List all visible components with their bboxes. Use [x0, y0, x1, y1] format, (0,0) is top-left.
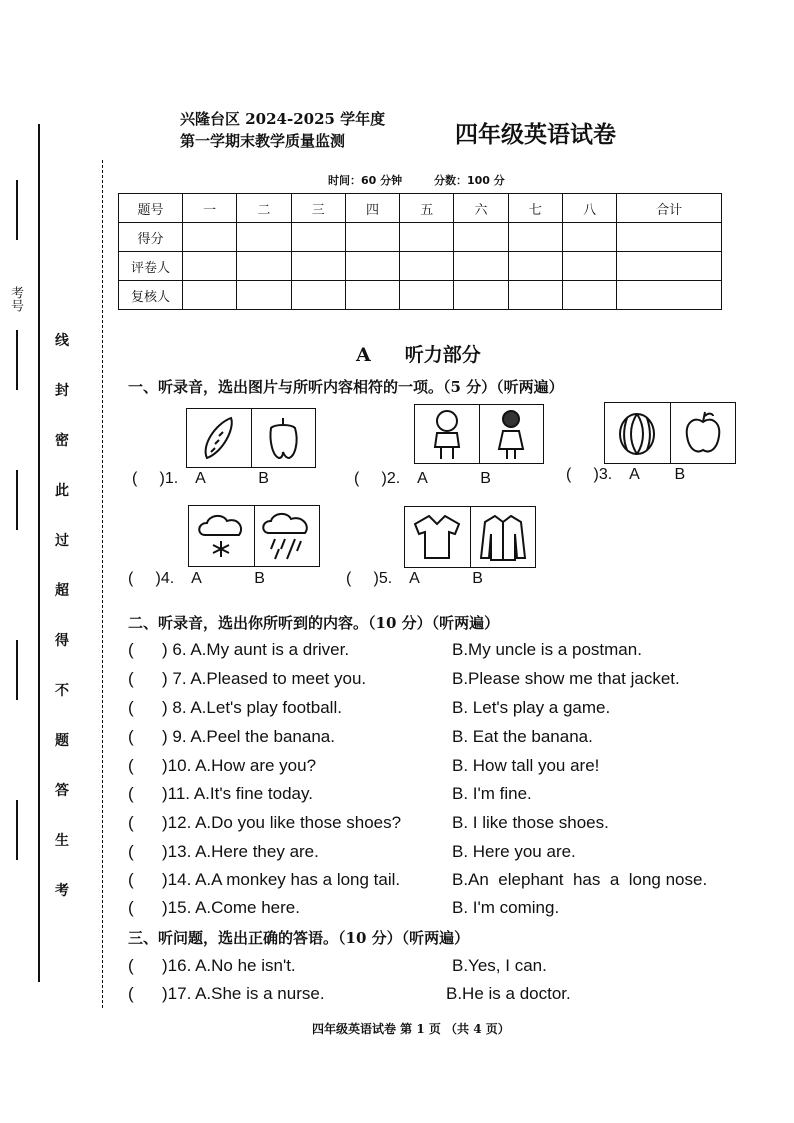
score-cell[interactable] [345, 223, 399, 252]
table-header-cell: 七 [508, 194, 562, 223]
section-title: 听力部分 [404, 344, 481, 366]
score-cell[interactable] [617, 223, 722, 252]
score-cell[interactable] [508, 281, 562, 310]
table-row [119, 194, 722, 223]
field-underline [16, 640, 18, 700]
snow-cloud-icon [189, 506, 255, 566]
score-cell[interactable] [454, 281, 508, 310]
district-year: 兴隆台区 2024-2025 学年度 [180, 110, 386, 128]
option-b[interactable]: B.Please show me that jacket. [452, 669, 680, 688]
list-item[interactable]: ( )11. A.It's fine today. [128, 784, 313, 803]
seal-char: 答 [55, 783, 69, 799]
list-item[interactable]: ( ) 7. A.Pleased to meet you. [128, 669, 367, 688]
table-header-cell: 题号 [119, 194, 183, 223]
cucumber-icon [187, 409, 252, 467]
part2-heading: 二、听录音，选出你所听到的内容。（10 分）（听两遍） [128, 614, 500, 632]
picture-pair-3 [604, 402, 736, 464]
list-item[interactable]: ( )13. A.Here they are. [128, 842, 319, 861]
field-underline [16, 330, 18, 390]
part3-heading: 三、听问题，选出正确的答语。（10 分）（听两遍） [128, 929, 470, 947]
table-row [119, 223, 722, 252]
seal-warning-text [52, 330, 72, 900]
option-b[interactable]: B. I like those shoes. [452, 813, 609, 832]
seal-char: 题 [55, 733, 69, 749]
part1-question-5[interactable]: ( )5. A B [346, 570, 483, 587]
picture-pair-5 [404, 506, 536, 568]
field-underline [16, 470, 18, 530]
table-row-label: 评卷人 [119, 252, 183, 281]
list-item[interactable]: ( ) 9. A.Peel the banana. [128, 727, 335, 746]
part1-heading: 一、听录音，选出图片与所听内容相符的一项。（5 分）（听两遍） [128, 378, 564, 396]
list-item[interactable]: ( )16. A.No he isn't. [128, 956, 296, 975]
picture-pair-4 [188, 505, 320, 567]
option-b[interactable]: B.He is a doctor. [446, 984, 571, 1003]
seal-char: 考 [55, 883, 69, 899]
option-b[interactable]: B. I'm coming. [452, 898, 560, 917]
score-cell[interactable] [617, 281, 722, 310]
score-cell[interactable] [345, 252, 399, 281]
score-cell[interactable] [291, 281, 345, 310]
part1-question-2[interactable]: ( )2. A B [354, 470, 491, 487]
option-a: )13. A.Here they are. [162, 842, 319, 861]
score-cell[interactable] [400, 252, 454, 281]
option-a: )17. A.She is a nurse. [162, 984, 325, 1003]
table-header-cell: 八 [562, 194, 616, 223]
table-header-cell: 一 [183, 194, 237, 223]
exam-header [180, 108, 385, 152]
list-item[interactable]: ( )12. A.Do you like those shoes? [128, 813, 402, 832]
option-b[interactable]: B. Here you are. [452, 842, 576, 861]
list-item[interactable]: ( ) 8. A.Let's play football. [128, 698, 342, 717]
list-item[interactable]: ( )17. A.She is a nurse. [128, 984, 325, 1003]
rain-cloud-icon [255, 506, 320, 566]
score-cell[interactable] [291, 223, 345, 252]
score-cell[interactable] [291, 252, 345, 281]
part1-question-3[interactable]: ( )3. A B [566, 466, 686, 483]
pepper-icon [252, 409, 316, 467]
table-header-cell: 三 [291, 194, 345, 223]
boy-icon [415, 405, 480, 463]
seal-char: 超 [55, 583, 69, 599]
table-header-cell: 二 [237, 194, 291, 223]
score-cell[interactable] [454, 223, 508, 252]
seal-char: 此 [55, 483, 69, 499]
score-cell[interactable] [562, 281, 616, 310]
score-cell[interactable] [345, 281, 399, 310]
score-cell[interactable] [237, 252, 291, 281]
section-letter: A [356, 344, 371, 366]
exam-number-label: 考号 [8, 286, 23, 312]
table-row-label: 复核人 [119, 281, 183, 310]
score-cell[interactable] [454, 252, 508, 281]
picture-pair-1 [186, 408, 316, 468]
seal-char: 封 [55, 383, 69, 399]
option-a: ) 9. A.Peel the banana. [162, 727, 335, 746]
girl-icon [480, 405, 544, 463]
option-a: )15. A.Come here. [162, 898, 300, 917]
option-b[interactable]: B.An elephant has a long nose. [452, 870, 708, 889]
exam-time: 时间：60 分钟 [328, 174, 403, 187]
field-underline [16, 180, 18, 240]
table-header-cell: 六 [454, 194, 508, 223]
list-item[interactable]: ( )14. A.A monkey has a long tail. [128, 870, 401, 889]
seal-char: 不 [55, 683, 69, 699]
table-header-cell: 合计 [617, 194, 722, 223]
table-header-cell: 四 [345, 194, 399, 223]
score-cell[interactable] [562, 223, 616, 252]
option-a: )14. A.A monkey has a long tail. [162, 870, 401, 889]
exam-name: 第一学期末教学质量监测 [180, 132, 346, 150]
binding-line [38, 124, 40, 982]
seal-char: 线 [55, 333, 69, 349]
option-a: )16. A.No he isn't. [162, 956, 296, 975]
option-b[interactable]: B.Yes, I can. [452, 956, 547, 975]
page-footer: 四年级英语试卷 第 1 页 （共 4 页） [312, 1022, 510, 1036]
score-cell[interactable] [183, 281, 237, 310]
score-cell[interactable] [400, 281, 454, 310]
option-a: )12. A.Do you like those shoes? [162, 813, 402, 832]
option-a: ) 8. A.Let's play football. [162, 698, 342, 717]
list-item[interactable]: ( ) 6. A.My aunt is a driver. [128, 640, 350, 659]
score-cell[interactable] [237, 281, 291, 310]
table-row [119, 252, 722, 281]
option-b[interactable]: B. How tall you are! [452, 756, 600, 775]
table-header-cell: 五 [400, 194, 454, 223]
section-a-heading [356, 340, 515, 367]
table-row [119, 281, 722, 310]
option-a: ) 7. A.Pleased to meet you. [162, 669, 367, 688]
option-a: )11. A.It's fine today. [162, 784, 313, 803]
part1-question-4[interactable]: ( )4. A B [128, 570, 265, 587]
score-cell[interactable] [400, 223, 454, 252]
list-item[interactable]: ( )15. A.Come here. [128, 898, 300, 917]
score-cell[interactable] [508, 223, 562, 252]
option-b[interactable]: B. Let's play a game. [452, 698, 611, 717]
table-row-label: 得分 [119, 223, 183, 252]
seal-char: 得 [55, 633, 69, 649]
option-b[interactable]: B. I'm fine. [452, 784, 532, 803]
score-cell[interactable] [508, 252, 562, 281]
option-b[interactable]: B.My uncle is a postman. [452, 640, 642, 659]
score-cell[interactable] [183, 252, 237, 281]
shirt-icon [471, 507, 536, 567]
score-cell[interactable] [562, 252, 616, 281]
watermelon-icon [605, 403, 671, 463]
exam-meta [328, 172, 533, 188]
picture-pair-2 [414, 404, 544, 464]
score-cell[interactable] [237, 223, 291, 252]
list-item[interactable]: ( )10. A.How are you? [128, 756, 317, 775]
score-cell[interactable] [617, 252, 722, 281]
tshirt-icon [405, 507, 471, 567]
seal-char: 生 [55, 833, 69, 849]
page-title: 四年级英语试卷 [455, 121, 616, 148]
binding-margin [0, 0, 110, 1123]
seal-char: 密 [55, 433, 69, 449]
seal-char: 过 [55, 533, 69, 549]
apple-icon [671, 403, 736, 463]
option-b[interactable]: B. Eat the banana. [452, 727, 593, 746]
option-a: )10. A.How are you? [162, 756, 317, 775]
field-underline [16, 800, 18, 860]
option-a: ) 6. A.My aunt is a driver. [162, 640, 350, 659]
score-cell[interactable] [183, 223, 237, 252]
seal-dashed-line [102, 160, 103, 1008]
part1-question-1[interactable]: ( )1. A B [132, 470, 269, 487]
exam-total-score: 分数：100 分 [433, 174, 505, 187]
score-table [118, 193, 722, 310]
